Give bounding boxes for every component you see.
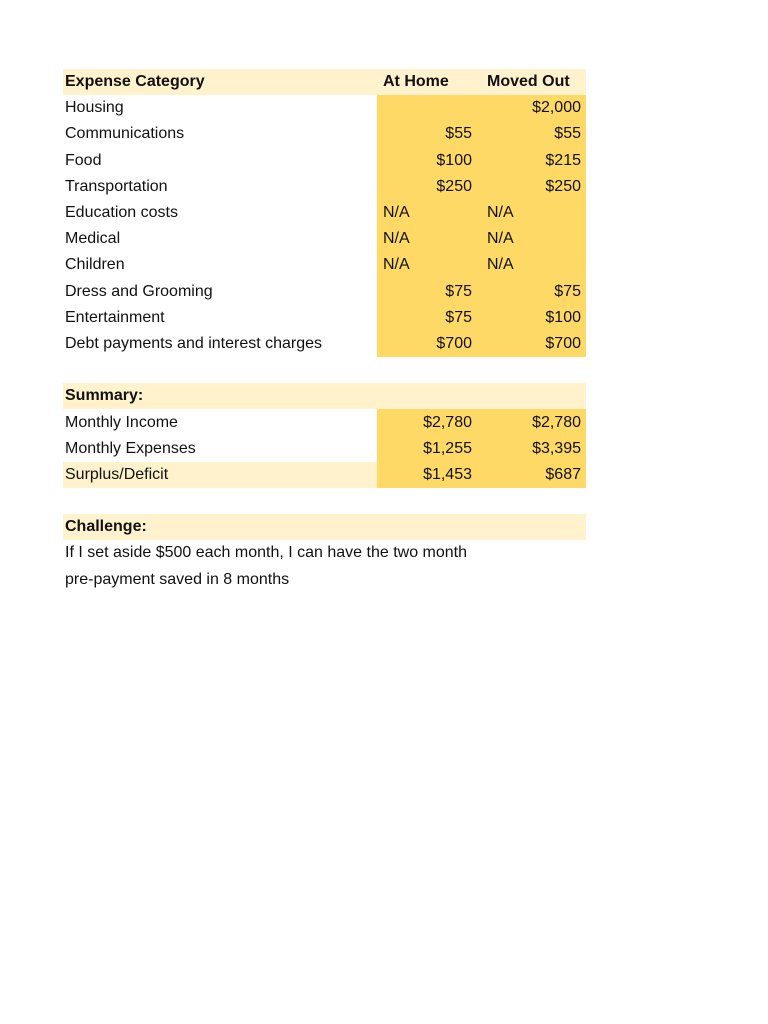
moved-out-cell[interactable]: $75 — [481, 279, 586, 305]
summary-row — [63, 462, 586, 488]
blank-row — [63, 488, 586, 514]
header-moved-out[interactable]: Moved Out — [487, 73, 570, 91]
challenge-header-row — [63, 514, 586, 540]
summary-moved-out-cell[interactable]: $687 — [481, 462, 586, 488]
summary-at-home-cell[interactable]: $1,453 — [377, 462, 481, 488]
at-home-cell[interactable]: $700 — [377, 331, 481, 357]
challenge-header-blank[interactable] — [481, 514, 586, 540]
summary-label-cell[interactable]: Monthly Expenses — [65, 439, 196, 457]
header-expense-category[interactable]: Expense Category — [65, 73, 205, 91]
summary-title[interactable]: Summary: — [65, 387, 144, 405]
challenge-line-1: If I set aside $500 each month, I can have the two month — [65, 544, 468, 562]
moved-out-cell[interactable]: N/A — [481, 252, 586, 278]
summary-header-blank[interactable] — [377, 383, 481, 409]
challenge-title[interactable]: Challenge: — [65, 518, 147, 536]
category-cell[interactable]: Debt payments and interest charges — [65, 334, 323, 352]
at-home-cell[interactable]: $75 — [377, 279, 481, 305]
table-row — [63, 252, 586, 278]
summary-at-home-cell[interactable]: $1,255 — [377, 436, 481, 462]
at-home-cell[interactable] — [377, 95, 481, 121]
moved-out-cell[interactable]: $250 — [481, 174, 586, 200]
blank-row — [63, 357, 586, 383]
challenge-header-blank[interactable] — [377, 514, 481, 540]
table-row — [63, 279, 586, 305]
table-row — [63, 226, 586, 252]
table-row — [63, 331, 586, 357]
challenge-line-2: pre-payment saved in 8 months — [65, 570, 290, 588]
table-row — [63, 305, 586, 331]
category-cell[interactable]: Entertainment — [65, 308, 165, 326]
challenge-text[interactable] — [63, 540, 535, 592]
at-home-cell[interactable]: $75 — [377, 305, 481, 331]
header-at-home[interactable]: At Home — [383, 73, 449, 91]
moved-out-cell[interactable]: N/A — [481, 200, 586, 226]
summary-at-home-cell[interactable]: $2,780 — [377, 409, 481, 435]
category-cell[interactable]: Transportation — [65, 177, 168, 195]
table-row — [63, 200, 586, 226]
at-home-cell[interactable]: N/A — [377, 226, 481, 252]
at-home-cell[interactable]: $100 — [377, 148, 481, 174]
table-row — [63, 121, 586, 147]
category-cell[interactable]: Children — [65, 256, 125, 274]
at-home-cell[interactable]: N/A — [377, 200, 481, 226]
summary-moved-out-cell[interactable]: $3,395 — [481, 436, 586, 462]
category-cell[interactable]: Communications — [65, 125, 185, 143]
summary-label-cell[interactable]: Monthly Income — [65, 413, 178, 431]
at-home-cell[interactable]: N/A — [377, 252, 481, 278]
summary-header-row — [63, 383, 586, 409]
moved-out-cell[interactable]: $100 — [481, 305, 586, 331]
moved-out-cell[interactable]: N/A — [481, 226, 586, 252]
summary-moved-out-cell[interactable]: $2,780 — [481, 409, 586, 435]
category-cell[interactable]: Education costs — [65, 204, 178, 222]
moved-out-cell[interactable]: $700 — [481, 331, 586, 357]
moved-out-cell[interactable]: $2,000 — [481, 95, 586, 121]
category-cell[interactable]: Dress and Grooming — [65, 282, 213, 300]
moved-out-cell[interactable]: $55 — [481, 121, 586, 147]
table-row — [63, 95, 586, 121]
category-cell[interactable]: Housing — [65, 99, 124, 117]
table-row — [63, 174, 586, 200]
moved-out-cell[interactable]: $215 — [481, 148, 586, 174]
summary-label-cell[interactable]: Surplus/Deficit — [63, 462, 377, 488]
summary-header-blank[interactable] — [481, 383, 586, 409]
summary-row — [63, 409, 586, 435]
summary-row — [63, 436, 586, 462]
category-cell[interactable]: Food — [65, 151, 102, 169]
budget-sheet — [63, 69, 586, 593]
at-home-cell[interactable]: $55 — [377, 121, 481, 147]
at-home-cell[interactable]: $250 — [377, 174, 481, 200]
category-cell[interactable]: Medical — [65, 230, 121, 248]
table-header-row — [63, 69, 586, 95]
table-row — [63, 148, 586, 174]
